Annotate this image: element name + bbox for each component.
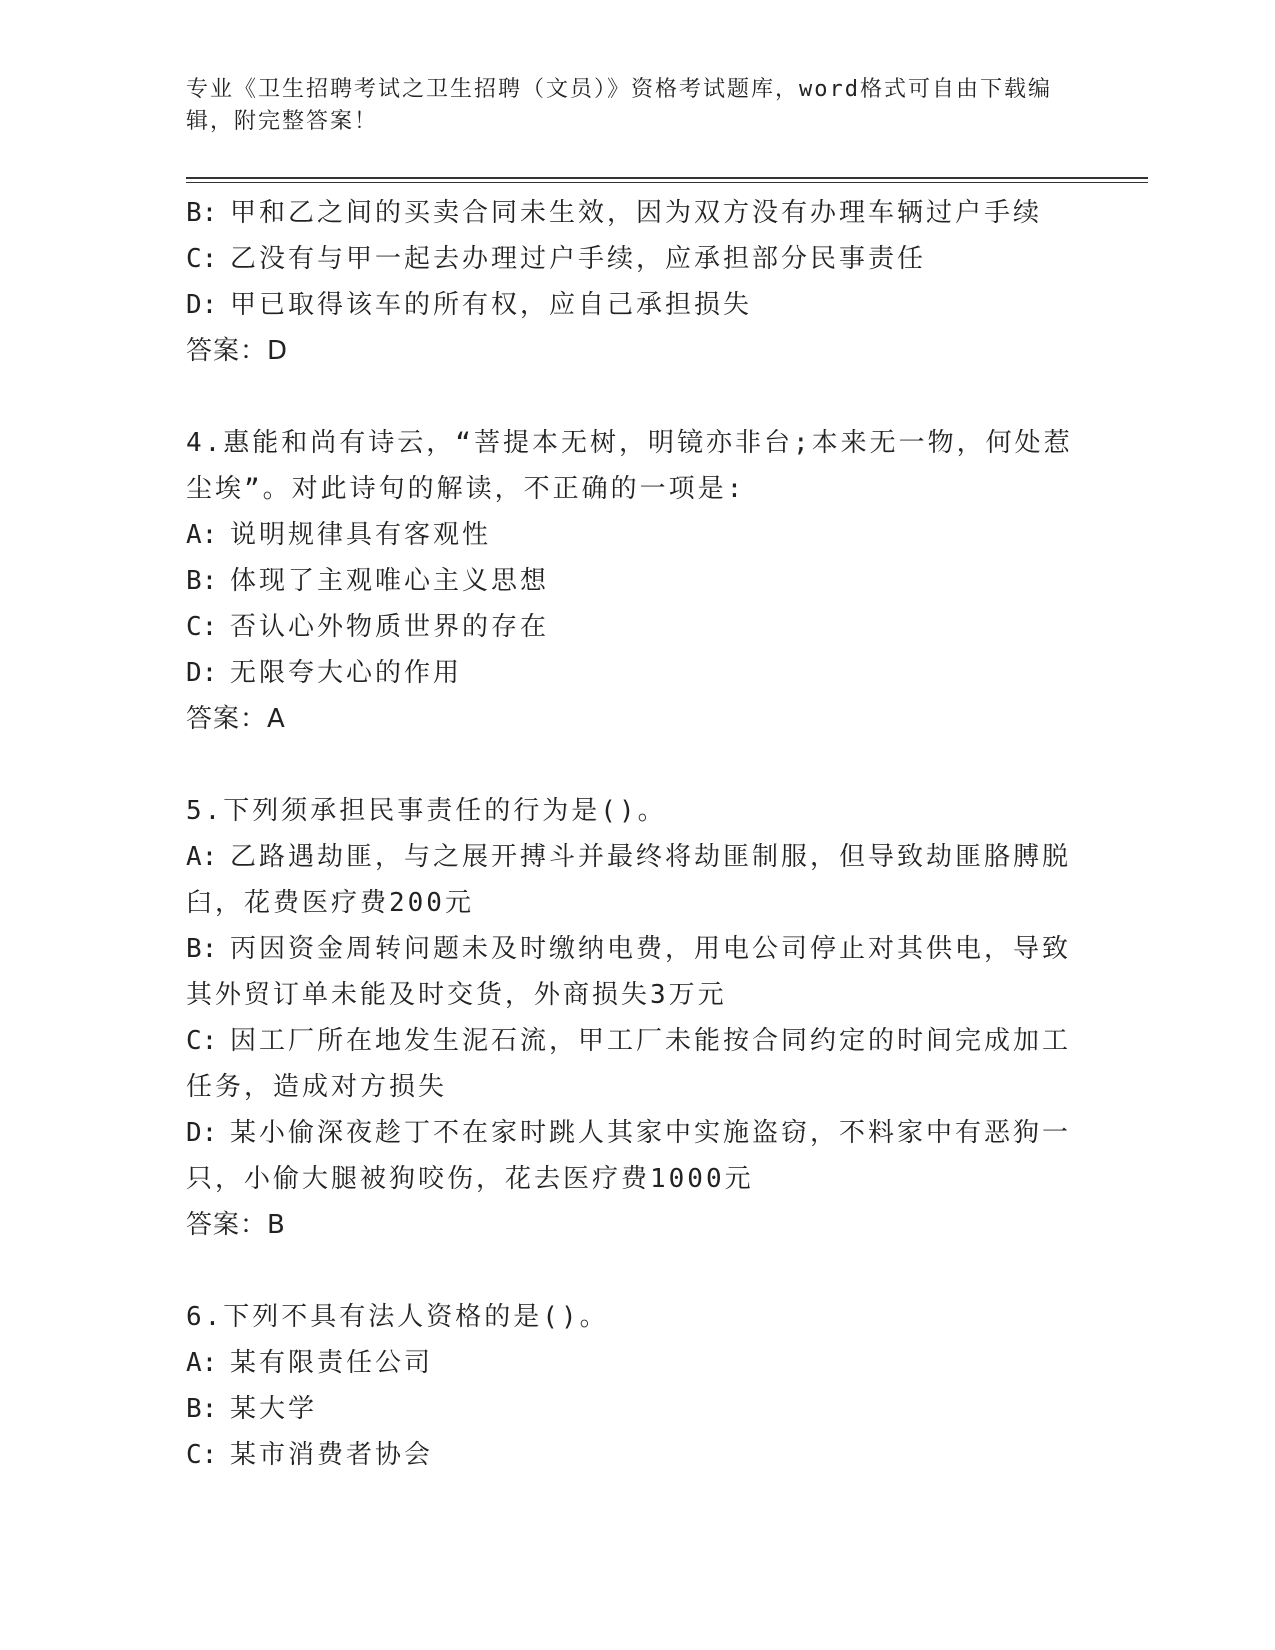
option-c: C: 因工厂所在地发生泥石流，甲工厂未能按合同约定的时间完成加工任务，造成对方损失 [186, 1026, 1072, 1102]
option-c: C: 乙没有与甲一起去办理过户手续，应承担部分民事责任 [186, 244, 927, 274]
option-b: B: 丙因资金周转问题未及时缴纳电费，用电公司停止对其供电，导致其外贸订单未能及时交货，外商损失3万元 [186, 934, 1072, 1010]
option-a: A: 说明规律具有客观性 [186, 520, 492, 550]
question-6-stem: 6.下列不具有法人资格的是()。 [186, 1302, 609, 1332]
answer: 答案：D [186, 336, 289, 366]
option-a: A: 乙路遇劫匪，与之展开搏斗并最终将劫匪制服，但导致劫匪胳膊脱臼，花费医疗费200元 [186, 842, 1072, 918]
header-divider [186, 177, 1148, 179]
option-a: A: 某有限责任公司 [186, 1348, 434, 1378]
option-d: D: 某小偷深夜趁丁不在家时跳人其家中实施盗窃，不料家中有恶狗一只，小偷大腿被狗咬伤，花去医疗费1000元 [186, 1118, 1072, 1194]
question-content [186, 190, 1086, 1478]
question-4-stem: 4.惠能和尚有诗云，“菩提本无树，明镜亦非台;本来无一物，何处惹尘埃”。对此诗句的解读，不正确的一项是: [186, 428, 1073, 504]
answer: 答案：A [186, 704, 286, 734]
option-b: B: 甲和乙之间的买卖合同未生效，因为双方没有办理车辆过户手续 [186, 198, 1043, 228]
option-d: D: 甲已取得该车的所有权，应自己承担损失 [186, 290, 753, 320]
header-divider-thin [186, 182, 1148, 183]
question-5-stem: 5.下列须承担民事责任的行为是()。 [186, 796, 667, 826]
option-c: C: 否认心外物质世界的存在 [186, 612, 550, 642]
document-header: 专业《卫生招聘考试之卫生招聘（文员）》资格考试题库，word格式可自由下载编辑，附完整答案！ [186, 77, 1052, 134]
option-b: B: 某大学 [186, 1394, 318, 1424]
option-b: B: 体现了主观唯心主义思想 [186, 566, 550, 596]
option-d: D: 无限夸大心的作用 [186, 658, 463, 688]
option-c: C: 某市消费者协会 [186, 1440, 434, 1470]
answer: 答案：B [186, 1210, 286, 1240]
